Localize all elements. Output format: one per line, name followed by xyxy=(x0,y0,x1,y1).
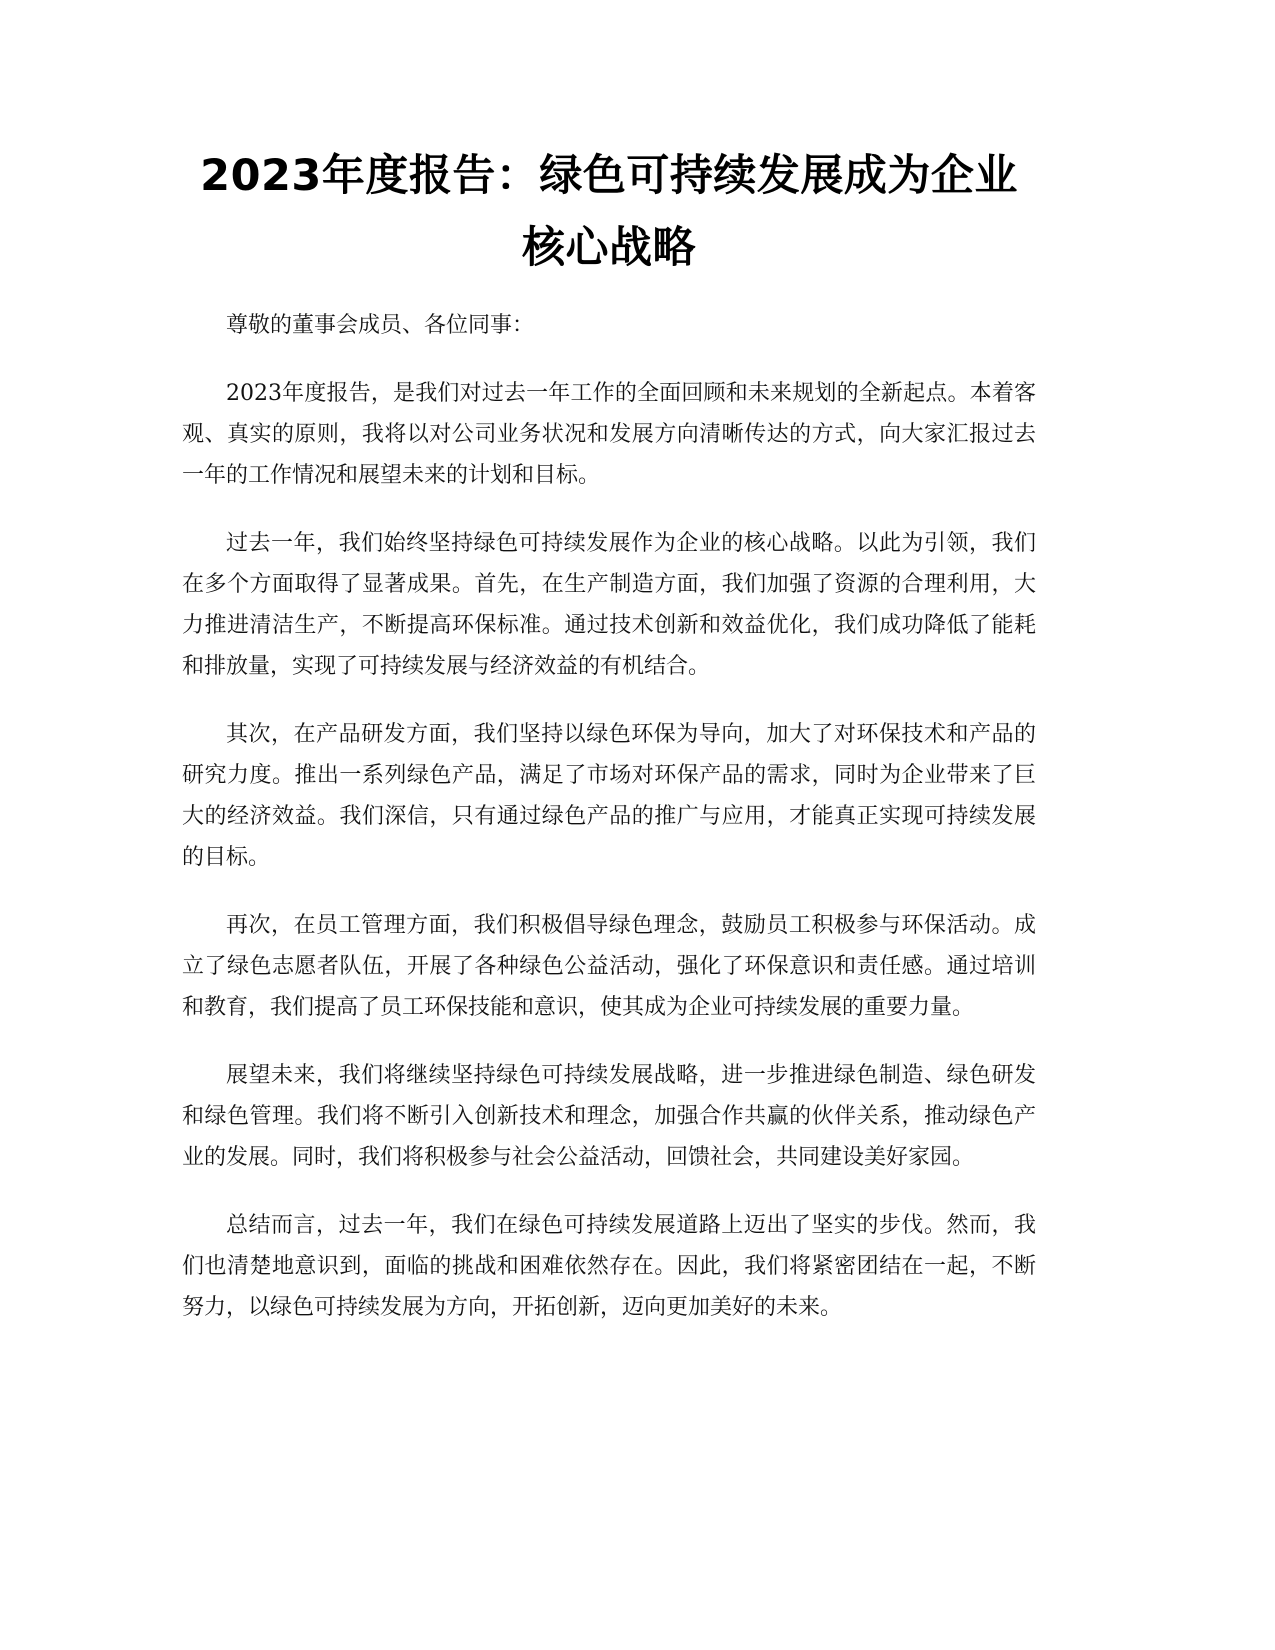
salutation: 尊敬的董事会成员、各位同事： xyxy=(226,313,535,338)
paragraph-employee-management: 再次，在员工管理方面，我们积极倡导绿色理念，鼓励员工积极参与环保活动。成立了绿色志愿者队伍，开展了各种绿色公益活动，强化了环保意识和责任感。通过培训和教育，我们提高了员工环保技能和意识，使其成为企业可持续发展的重要力量。 xyxy=(182,913,1036,1020)
document-body xyxy=(182,305,1036,1328)
paragraph-intro: 2023年度报告，是我们对过去一年工作的全面回顾和未来规划的全新起点。本着客观、真实的原则，我将以对公司业务状况和发展方向清晰传达的方式，向大家汇报过去一年的工作情况和展望未来的计划和目标。 xyxy=(182,381,1036,488)
document-page xyxy=(182,140,1036,1355)
paragraph-outlook: 展望未来，我们将继续坚持绿色可持续发展战略，进一步推进绿色制造、绿色研发和绿色管理。我们将不断引入创新技术和理念，加强合作共赢的伙伴关系，推动绿色产业的发展。同时，我们将积极参与社会公益活动，回馈社会，共同建设美好家园。 xyxy=(182,1063,1036,1170)
document-title: 2023年度报告：绿色可持续发展成为企业核心战略 xyxy=(200,151,1018,273)
paragraph-conclusion: 总结而言，过去一年，我们在绿色可持续发展道路上迈出了坚实的步伐。然而，我们也清楚地意识到，面临的挑战和困难依然存在。因此，我们将紧密团结在一起，不断努力，以绿色可持续发展为方向，开拓创新，迈向更加美好的未来。 xyxy=(182,1213,1036,1320)
paragraph-core-strategy: 过去一年，我们始终坚持绿色可持续发展作为企业的核心战略。以此为引领，我们在多个方面取得了显著成果。首先，在生产制造方面，我们加强了资源的合理利用，大力推进清洁生产，不断提高环保标准。通过技术创新和效益优化，我们成功降低了能耗和排放量，实现了可持续发展与经济效益的有机结合。 xyxy=(182,531,1036,679)
paragraph-product-rd: 其次，在产品研发方面，我们坚持以绿色环保为导向，加大了对环保技术和产品的研究力度。推出一系列绿色产品，满足了市场对环保产品的需求，同时为企业带来了巨大的经济效益。我们深信，只有通过绿色产品的推广与应用，才能真正实现可持续发展的目标。 xyxy=(182,722,1036,870)
